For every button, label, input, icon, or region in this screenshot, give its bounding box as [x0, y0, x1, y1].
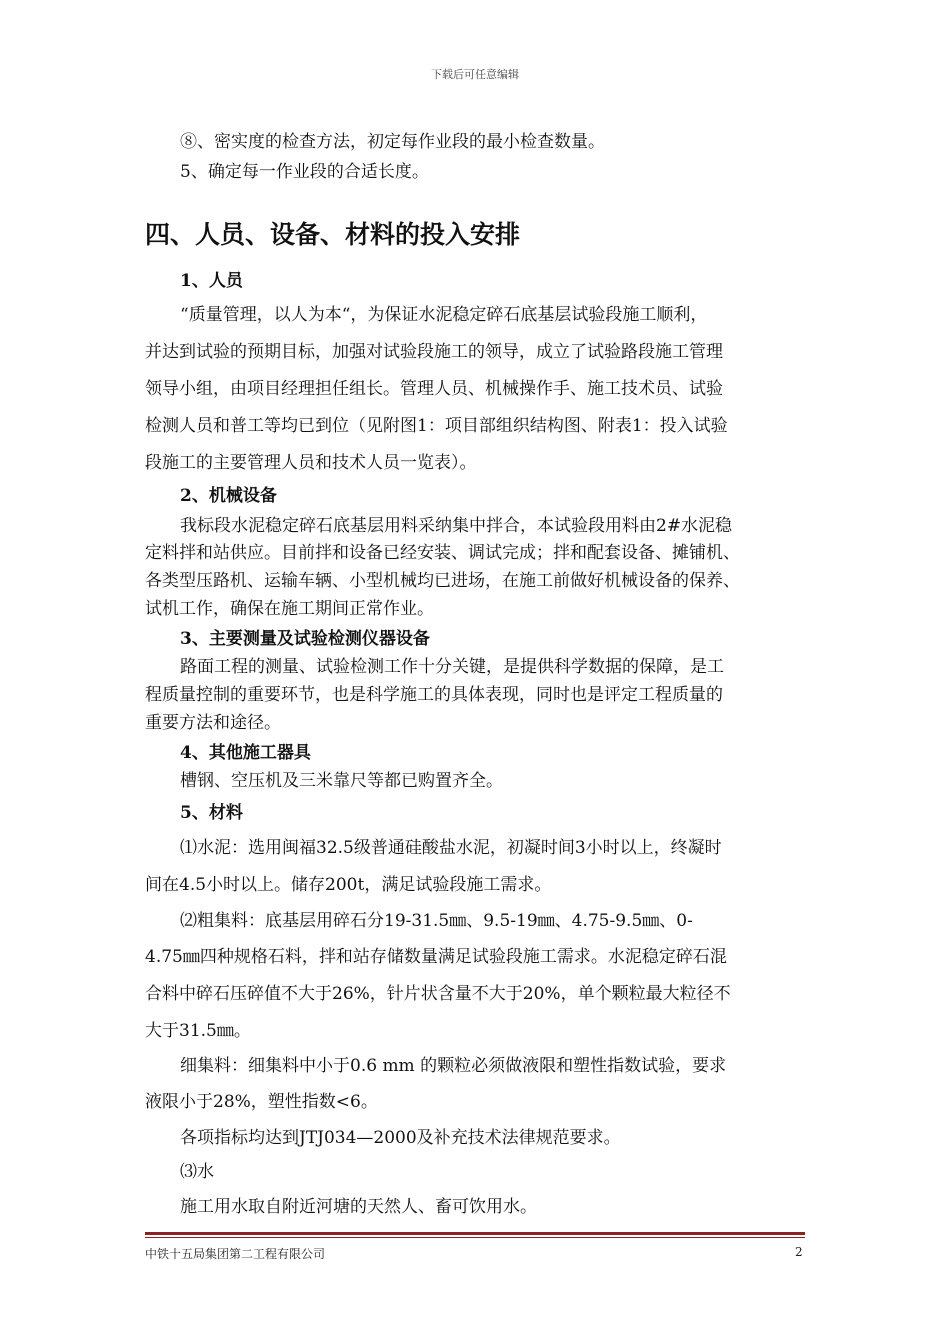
- water-line: 施工用水取自附近河塘的天然人、畜可饮用水。: [180, 1197, 537, 1217]
- footer-company: 中铁十五局集团第二工程有限公司: [145, 1247, 326, 1261]
- coarse-line: 合料中碎石压碎值不大于26%，针片状含量不大于20%，单个颗粒最大粒径不: [145, 984, 731, 1004]
- machinery-line: 各类型压路机、运输车辆、小型机械均已进场，在施工前做好机械设备的保养、: [145, 571, 740, 591]
- cement-line: ⑴水泥：选用闽福32.5级普通硅酸盐水泥，初凝时间3小时以上，终凝时: [180, 838, 722, 858]
- coarse-line: ⑵粗集料：底基层用碎石分19-31.5㎜、9.5-19㎜、4.75-9.5㎜、0-: [180, 911, 693, 931]
- fine-line: 液限小于28%，塑性指数<6。: [145, 1092, 378, 1112]
- fine-line: 细集料：细集料中小于0.6 mm 的颗粒必须做液限和塑性指数试验，要求: [180, 1056, 727, 1076]
- intro-line-2: 5、确定每一作业段的合适长度。: [180, 162, 429, 182]
- personnel-heading: 1、人员: [180, 271, 243, 291]
- machinery-line: 试机工作，确保在施工期间正常作业。: [145, 599, 434, 619]
- section-title: 四、人员、设备、材料的投入安排: [145, 220, 521, 249]
- intro-line-1: ⑧、密实度的检查方法，初定每作业段的最小检查数量。: [180, 132, 605, 152]
- water-heading: ⑶水: [180, 1162, 214, 1182]
- machinery-line: 定料拌和站供应。目前拌和设备已经安装、调试完成；拌和配套设备、摊铺机、: [145, 543, 740, 563]
- instruments-heading: 3、主要测量及试验检测仪器设备: [180, 629, 430, 649]
- personnel-line: 并达到试验的预期目标，加强对试验段施工的领导，成立了试验路段施工管理: [145, 342, 723, 362]
- standards-line: 各项指标均达到JTJ034—2000及补充技术法律规范要求。: [180, 1128, 621, 1148]
- tools-heading: 4、其他施工器具: [180, 743, 311, 763]
- cement-line: 间在4.5小时以上。储存200t，满足试验段施工需求。: [145, 875, 552, 895]
- personnel-line: 段施工的主要管理人员和技术人员一览表）。: [145, 453, 477, 473]
- coarse-line: 大于31.5㎜。: [145, 1021, 251, 1041]
- personnel-line: 检测人员和普工等均已到位（见附图1：项目部组织结构图、附表1：投入试验: [145, 416, 728, 436]
- personnel-line: 领导小组，由项目经理担任组长。管理人员、机械操作手、施工技术员、试验: [145, 379, 723, 399]
- instruments-line: 重要方法和途径。: [145, 713, 281, 733]
- instruments-line: 程质量控制的重要环节，也是科学施工的具体表现，同时也是评定工程质量的: [145, 685, 723, 705]
- tools-line: 槽钢、空压机及三米靠尺等都已购置齐全。: [180, 771, 503, 791]
- header-note: 下载后可任意编辑: [431, 68, 519, 81]
- footer-rule-thin: [145, 1237, 805, 1238]
- page-number: 2: [795, 1245, 803, 1259]
- instruments-line: 路面工程的测量、试验检测工作十分关键，是提供科学数据的保障，是工: [180, 657, 724, 677]
- machinery-line: 我标段水泥稳定碎石底基层用料采纳集中拌合，本试验段用料由2#水泥稳: [180, 516, 733, 536]
- machinery-heading: 2、机械设备: [180, 486, 277, 506]
- personnel-line: “质量管理，以人为本“，为保证水泥稳定碎石底基层试验段施工顺利，: [180, 305, 708, 325]
- coarse-line: 4.75㎜四种规格石料，拌和站存储数量满足试验段施工需求。水泥稳定碎石混: [145, 947, 727, 967]
- materials-heading: 5、材料: [180, 803, 243, 823]
- footer-rule: [145, 1232, 805, 1235]
